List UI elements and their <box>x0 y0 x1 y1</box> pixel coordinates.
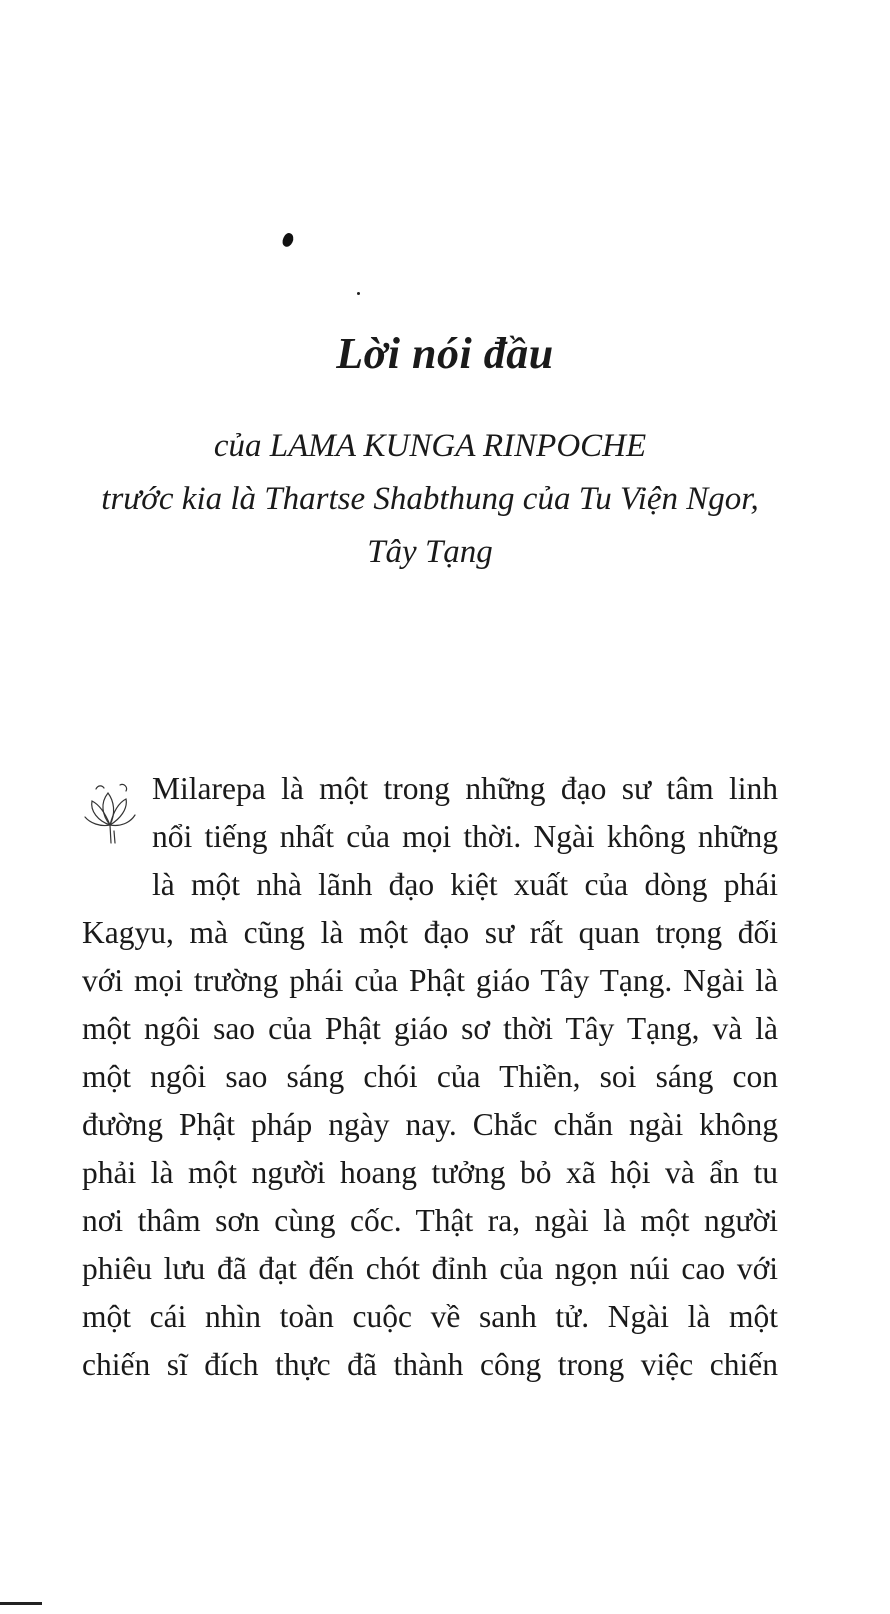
text-line: nổi tiếng nhất của mọi thời. Ngài không những <box>152 819 778 854</box>
byline <box>0 420 860 579</box>
text-line: một cái nhìn toàn cuộc về sanh tử. Ngài là một <box>82 1299 778 1334</box>
body-paragraph <box>82 765 778 1389</box>
text-line: phải là một người hoang tưởng bỏ xã hội và ẩn tu <box>82 1155 778 1190</box>
text-line: Milarepa là một trong những đạo sư tâm linh <box>152 771 778 806</box>
text-line: một ngôi sao sáng chói của Thiền, soi sáng con <box>82 1059 778 1094</box>
ink-dot <box>357 292 360 295</box>
text-line: với mọi trường phái của Phật giáo Tây Tạng. Ngài là <box>82 963 778 998</box>
text-line: đường Phật pháp ngày nay. Chắc chắn ngài không <box>82 1107 778 1142</box>
text-line: là một nhà lãnh đạo kiệt xuất của dòng phái <box>152 867 778 902</box>
byline-line: trước kia là Thartse Shabthung của Tu Viện Ngor, <box>101 481 759 517</box>
ink-speck <box>281 232 296 249</box>
text-line: nơi thâm sơn cùng cốc. Thật ra, ngài là một người <box>82 1203 778 1238</box>
byline-line: của LAMA KUNGA RINPOCHE <box>213 428 647 464</box>
text-line: phiêu lưu đã đạt đến chót đỉnh của ngọn núi cao với <box>82 1251 778 1286</box>
text-line: một ngôi sao của Phật giáo sơ thời Tây Tạng, và là <box>82 1011 778 1046</box>
byline-line: Tây Tạng <box>367 534 493 570</box>
scan-edge-mark <box>0 1602 42 1605</box>
text-line: Kagyu, mà cũng là một đạo sư rất quan trọng đối <box>82 915 778 950</box>
text-line: chiến sĩ đích thực đã thành công trong việc chiến <box>82 1347 778 1382</box>
page-title: Lời nói đầu <box>336 329 554 378</box>
